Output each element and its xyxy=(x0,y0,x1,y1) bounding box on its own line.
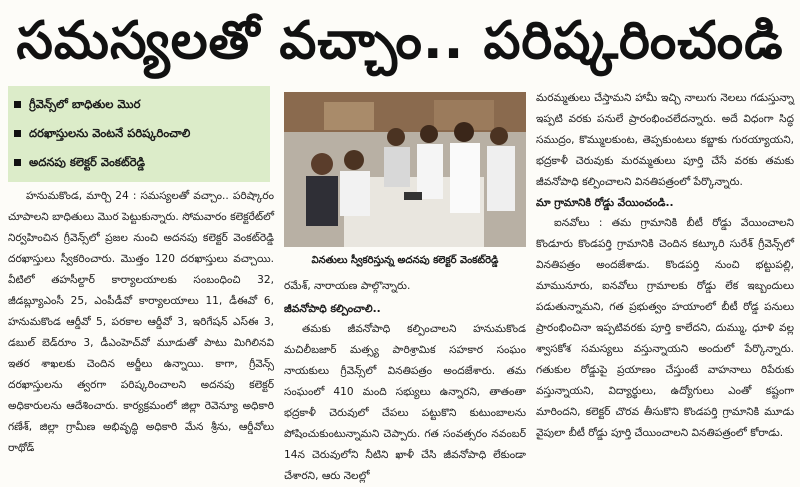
highlight-text: దరఖాస్తులను వెంటనే పరిష్కరించాలి xyxy=(29,126,191,140)
highlight-text: గ్రీవెన్స్‌లో బాధితుల మొర xyxy=(29,97,141,111)
article-paragraph: ఐనవోలు : తమ గ్రామానికి బీటీ రోడ్డు వేయించాలని కొండూరు కొండపర్తి గ్రామానికి చెందిన కట్కూరి సురేశ్‌ గ్రీవెన్స్‌లో వినతిపత్రం అందజేశాడు. కొండపర్తి నుంచి భట్టుపల్లి, మామునూరు, ఐనవోలు గ్రామాలకు రోడ్డు లేక ఇబ్బందులు పడుతున్నామని, గత ప్రభుత్వం హయాంలో బీటీ రోడ్డ పనులు ప్రారంభించినా ఇప్పటివరకు పూర్తి కాలేదని, దుమ్ము, ధూళి వల్ల శ్వాసకోశ సమస్యలు వస్తున్నాయని అందులో పేర్కొన్నారు. గతుకుల రోడ్డుపై ప్రయాణం చేస్తుంటే వాహనాలు రిపేరుకు వస్తున్నాయని, విద్యార్థులు, ఉద్యోగులు ఎంతో కష్టంగా మారిందని, కలెక్టర్‌ చొరవ తీసుకొని కొండపర్తి గ్రామానికి మూడు వైపులా బీటీ రోడ్డు పూర్తి చేయించాలని వినతిపత్రంలో కోరాడు. xyxy=(536,217,794,439)
highlight-text: అదనపు కలెక్టర్‌ వెంకట్‌రెడ్డి xyxy=(29,155,146,169)
article-right-column xyxy=(536,88,794,475)
section-subhead: జీవనోపాధి కల్పించాలి.. xyxy=(284,303,381,315)
article-middle-column xyxy=(284,299,526,482)
photo-caption: వినతులు స్వీకరిస్తున్న అదనపు కలెక్టర్‌ వెంకట్‌రెడ్డి xyxy=(311,255,499,266)
headline: సమస్యలతో వచ్చాం.. పరిష్కరించండి xyxy=(16,11,784,71)
square-bullet-icon xyxy=(14,130,21,137)
highlight-item xyxy=(14,90,264,119)
article-continuation-line: రమేశ్‌, నారాయణ పాల్గొన్నారు. xyxy=(284,280,411,292)
article-paragraph: మరమ్మతులు చేస్తామని హామీ ఇచ్చి నాలుగు నెలలు గడుస్తున్నా ఇప్పటి వరకు పనులే ప్రారంభించలేదన్నారు. అదే విధంగా సిద్ధ సముద్రం, కొమ్ములకుంట, తెప్పకుంటలు కబ్జాకు గురయ్యాయని, భద్రకాళీ చెరువుకు మరమ్మతులు పూర్తి చేసే వరకు తమకు జీవనోపాధి కల్పించాలని వినతిపత్రంలో పేర్కొన్నారు. xyxy=(536,92,794,188)
highlights-box xyxy=(8,86,270,182)
meeting-photo-illustration xyxy=(284,92,526,247)
article-paragraph: హనుమకొండ, మార్చి 24 : సమస్యలతో వచ్చాం.. పరిష్కారం చూపాలని బాధితులు మొర పెట్టుకున్నారు. సోమవారం కలెక్టరేట్‌లో నిర్వహించిన గ్రీవెన్స్‌లో ప్రజల నుంచి అదనపు కలెక్టర్‌ వెంకట్‌రెడ్డి దరఖాస్తులు స్వీకరించారు. మొత్తం 120 దరఖాస్తులు వచ్చాయి. వీటిలో తహసీల్దార్‌ కార్యాలయాలకు సంబంధించి 32, జీడబ్ల్యూఎంసీ 25, ఎంపీడీవో కార్యాలయాలు 11, డీఈవో 6, హనుమకొండ ఆర్డీవో 5, పరకాల ఆర్డీవో 3, ఇరిగేషన్‌ ఎస్‌ఈ 3, డబుల్‌ బెడ్‌రూం 3, డీఎంహెచ్‌వో మూడుతో పాటు మిగిలినవి ఇతర శాఖలకు చెందిన అర్జీలు ఉన్నాయి. కాగా, గ్రీవెన్స్‌ దరఖాస్తులను త్వరగా పరిష్కరించాలని అదనపు కలెక్టర్‌ అధికారులను ఆదేశించారు. కార్యక్రమంలో జిల్లా రెవెన్యూ అధికారి గణేశ్‌, జిల్లా గ్రామీణ అభివృద్ధి అధికారి మేన శ్రీను, ఆర్డీవోలు రాథోడ్‌ xyxy=(8,190,274,454)
highlight-item xyxy=(14,148,264,177)
square-bullet-icon xyxy=(14,159,21,166)
section-subhead: మా గ్రామానికి రోడ్డు వేయించండి.. xyxy=(536,197,674,209)
highlight-item xyxy=(14,119,264,148)
article-left-column xyxy=(8,186,274,474)
square-bullet-icon xyxy=(14,101,21,108)
article-paragraph: తమకు జీవనోపాధి కల్పించాలని హనుమకొండ మచిలీబజార్‌ మత్స్య పారిశ్రామిక సహకార సంఘం నాయకులు గ్రీవెన్స్‌లో వినతిపత్రం అందజేశారు. తమ సంఘంలో 410 మంది సభ్యులు ఉన్నారని, తాతంతా భద్రకాళీ చెరువులో చేపలు పట్టుకొని కుటుంబాలను పోషించుకుంటున్నామని చెప్పారు. గత సంవత్సరం నవంబర్‌ 14న చెరువులోని నీటిని ఖాళీ చేసి జీవనోపాధి లేకుండా చేశారని, ఆరు నెలల్లో xyxy=(284,323,526,482)
news-photo xyxy=(284,92,526,247)
